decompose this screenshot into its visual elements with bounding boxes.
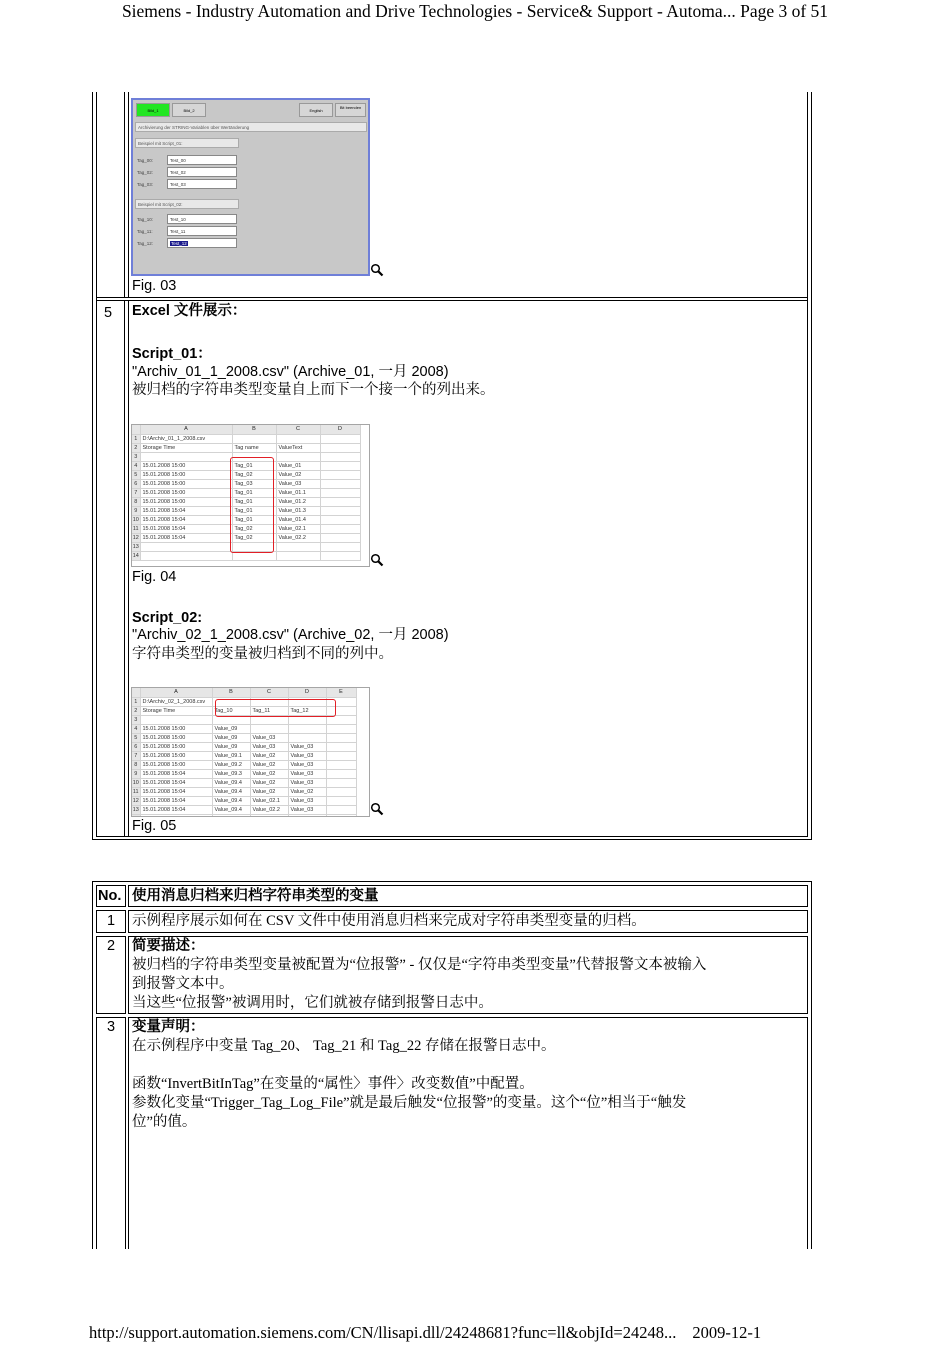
sheet-cell	[288, 733, 326, 742]
sheet-cell: Tag_02	[232, 533, 276, 542]
script01-file-line: "Archiv_01_1_2008.csv" (Archive_01, 一月 2008)	[132, 364, 449, 380]
sheet-cell: 15.01.2008 15:04	[140, 769, 212, 778]
sheet-row-number: 9	[132, 769, 140, 778]
row-number: 1	[106, 913, 116, 929]
row3-line: 函数“InvertBitInTag”在变量的“属性〉事件〉改变数值”中配置。	[132, 1076, 534, 1092]
sheet-cell	[288, 814, 326, 817]
sheet-cell: 15.01.2008 15:00	[140, 742, 212, 751]
sheet-cell	[212, 814, 250, 817]
sheet-cell: Value_09	[212, 724, 250, 733]
sheet-row-number: 9	[132, 506, 140, 515]
group1-tag-label: Tag_00:	[137, 158, 154, 163]
row2-line: 到报警文本中。	[132, 976, 234, 992]
sheet-cell	[326, 733, 356, 742]
table-right-inner-border	[807, 92, 808, 836]
sheet-cell: Value_03	[288, 805, 326, 814]
sheet-cell: 15.01.2008 15:04	[140, 787, 212, 796]
sheet-row	[132, 733, 356, 742]
sheet-row-number: 5	[132, 470, 140, 479]
exit-label: Bit beenden	[339, 105, 362, 110]
sheet-row	[132, 796, 356, 805]
sheet-cell	[276, 434, 320, 443]
sheet-column-header: D	[320, 425, 360, 434]
sheet-cell	[326, 769, 356, 778]
sheet-cell: Value_03	[276, 479, 320, 488]
row2-heading: 简要描述：	[132, 938, 205, 954]
page-header: Siemens - Industry Automation and Drive Technologies - Service& Support - Automa... Page 3 of 51	[121, 1, 829, 21]
sheet-cell: Value_02	[276, 470, 320, 479]
sheet-cell: Value_01.1	[276, 488, 320, 497]
footer-url[interactable]: http://support.automation.siemens.com/CN/llisapi.dll/24248681?func=ll&objId=24248...	[89, 1323, 677, 1342]
number-cell-border	[124, 300, 125, 836]
script01-title: Script_01：	[132, 346, 212, 362]
group2-tag-label: Tag_11:	[137, 229, 153, 234]
sheet-cell: Value_03	[288, 778, 326, 787]
sheet-cell: Tag_02	[232, 524, 276, 533]
bild2-label: Bild_2	[183, 108, 195, 113]
bild2-button[interactable]	[172, 103, 206, 117]
sheet-cell	[320, 434, 360, 443]
fig04-caption: Fig. 04	[132, 569, 177, 585]
bild1-button[interactable]	[136, 103, 170, 117]
sheet-corner-cell	[132, 688, 140, 697]
sheet-cell: Tag_01	[232, 488, 276, 497]
sheet-cell	[320, 524, 360, 533]
sheet-cell	[288, 724, 326, 733]
sheet-row-number: 11	[132, 525, 139, 532]
sheet-row-number: 1	[132, 434, 140, 443]
sheet-cell: Value_02.2	[250, 805, 288, 814]
sheet-row	[132, 434, 360, 443]
sheet-cell: Value_03	[288, 751, 326, 760]
sheet-cell: Tag_02	[232, 470, 276, 479]
sheet-cell: Storage Time	[140, 443, 232, 452]
row-content-cell	[128, 910, 808, 933]
sheet-row	[132, 787, 356, 796]
row-number-cell	[96, 1017, 126, 1249]
sheet-cell: Value_09.4	[212, 796, 250, 805]
sheet-cell	[320, 479, 360, 488]
sheet-row-number: 8	[132, 497, 140, 506]
sheet-cell	[140, 715, 212, 724]
sheet-cell	[326, 796, 356, 805]
sheet-cell: Tag_12	[288, 706, 326, 715]
sheet-cell: Tag_01	[232, 461, 276, 470]
sheet-cell: Value_02	[250, 778, 288, 787]
table-left-outer-border	[92, 881, 93, 1249]
sheet-cell	[320, 488, 360, 497]
magnifier-icon[interactable]	[370, 263, 384, 277]
sheet-cell	[320, 443, 360, 452]
sheet-cell: 15.01.2008 15:04	[140, 778, 212, 787]
sheet-row-number: 5	[132, 733, 140, 742]
sheet-cell	[232, 434, 276, 443]
group2-value-field[interactable]: Test_10	[167, 214, 237, 224]
sheet-row-number: 4	[132, 461, 140, 470]
sheet-cell: Value_02	[288, 787, 326, 796]
sheet-row	[132, 443, 360, 452]
sheet-cell	[250, 814, 288, 817]
sheet-cell: 15.01.2008 15:00	[140, 470, 232, 479]
sheet-row-number: 10	[132, 516, 139, 523]
row-number-cell	[96, 910, 126, 933]
sheet-cell: Value_03	[288, 796, 326, 805]
sheet-cell: D:\Archiv_01_1_2008.csv	[140, 434, 232, 443]
number-cell-border	[124, 92, 125, 297]
sheet-cell: 15.01.2008 15:00	[140, 497, 232, 506]
sheet-row	[132, 805, 356, 814]
sheet-row-number: 12	[132, 534, 139, 541]
sheet-row-number: 13	[132, 543, 139, 550]
fig03-title-line: Archivierung der STRING-Variablen über Wertänderung	[135, 122, 367, 132]
sheet-cell: Value_02	[250, 769, 288, 778]
group1-value-field[interactable]: Test_00	[167, 155, 237, 165]
magnifier-icon[interactable]	[370, 553, 384, 567]
header-title-cell	[128, 885, 808, 907]
sheet-cell: Value_02	[250, 751, 288, 760]
sheet-row-number: 7	[132, 751, 140, 760]
table-left-outer-border	[92, 92, 93, 840]
sheet-cell: Tag_03	[232, 479, 276, 488]
sheet-row	[132, 778, 356, 787]
sheet-cell: Value_03	[288, 769, 326, 778]
sheet-cell: Value_09.2	[212, 760, 250, 769]
sheet-cell: 15.01.2008 15:04	[140, 805, 212, 814]
sheet-row	[132, 724, 356, 733]
sheet-cell: 15.01.2008 15:04	[140, 533, 232, 542]
script02-title: Script_02:	[132, 610, 203, 626]
sheet-row	[132, 760, 356, 769]
table-right-outer-border	[811, 92, 812, 840]
sheet-cell: Tag name	[232, 443, 276, 452]
sheet-row-number: 12	[132, 797, 139, 804]
table-top-border	[92, 881, 812, 882]
sheet-column-header: B	[212, 688, 250, 697]
sheet-column-header: E	[326, 688, 356, 697]
sheet-cell	[320, 515, 360, 524]
sheet-cell: ValueText	[276, 443, 320, 452]
sheet-cell: Value_09	[212, 742, 250, 751]
sheet-row-number: 14	[132, 552, 139, 559]
content-cell-border	[128, 92, 129, 297]
sheet-row	[132, 769, 356, 778]
sheet-cell: Tag_01	[232, 497, 276, 506]
row-number: 3	[106, 1019, 116, 1035]
sheet-cell: Value_03	[288, 760, 326, 769]
sheet-cell: Value_09.1	[212, 751, 250, 760]
sheet-cell	[320, 452, 360, 461]
sheet-cell: Value_03	[288, 742, 326, 751]
sheet-cell	[276, 542, 320, 551]
sheet-cell: Value_03	[250, 742, 288, 751]
sheet-cell	[140, 452, 232, 461]
sheet-cell: 15.01.2008 15:00	[140, 724, 212, 733]
sheet-cell: Value_02.2	[276, 533, 320, 542]
sheet-cell	[320, 461, 360, 470]
sheet-cell: 15.01.2008 15:00	[140, 760, 212, 769]
sheet-row-number: 2	[132, 706, 140, 715]
table-bottom-border	[92, 839, 812, 840]
sheet-cell: 15.01.2008 15:00	[140, 461, 232, 470]
highlight-box	[215, 699, 336, 717]
fig03-screenshot	[131, 98, 370, 276]
sheet-cell	[140, 542, 232, 551]
group2-label: Beispiel mit Script_02:	[135, 199, 239, 209]
row-number-cell	[96, 936, 126, 1014]
sheet-cell: Value_01.3	[276, 506, 320, 515]
sheet-cell	[320, 533, 360, 542]
sheet-cell	[276, 452, 320, 461]
content-cell-border	[128, 300, 129, 836]
sheet-cell: 15.01.2008 15:00	[140, 479, 232, 488]
sheet-row-number: 2	[132, 443, 140, 452]
sheet-cell	[326, 778, 356, 787]
fig03-caption: Fig. 03	[132, 278, 177, 294]
sheet-row	[132, 751, 356, 760]
sheet-row-number: 7	[132, 488, 140, 497]
sheet-row-number: 3	[132, 452, 140, 461]
sheet-cell	[326, 742, 356, 751]
excel-heading	[132, 302, 246, 321]
row-divider	[96, 297, 808, 298]
sheet-cell: Value_09.4	[212, 787, 250, 796]
sheet-row	[132, 742, 356, 751]
sheet-cell	[326, 814, 356, 817]
sheet-row-number: 3	[132, 715, 140, 724]
sheet-cell: Value_02	[250, 787, 288, 796]
row3-line: 参数化变量“Trigger_Tag_Log_File”就是最后触发“位报警”的变量。这个“位”相当于“触发	[132, 1095, 687, 1111]
group2-value-field[interactable]	[167, 238, 237, 248]
group1-tag-label: Tag_02:	[137, 170, 154, 175]
row2-line: 当这些“位报警”被调用时，它们就被存储到报警日志中。	[132, 995, 493, 1011]
sheet-cell: 15.01.2008 15:00	[140, 488, 232, 497]
sheet-cell: Tag_11	[250, 706, 288, 715]
row3-heading: 变量声明：	[132, 1019, 205, 1035]
sheet-cell	[326, 805, 356, 814]
sheet-cell: Value_03	[250, 733, 288, 742]
sheet-column-header-row	[132, 425, 360, 434]
sheet-cell: Value_01.4	[276, 515, 320, 524]
group1-label: Beispiel mit Script_01:	[135, 138, 239, 148]
row2-line: 被归档的字符串类型变量被配置为“位报警” - 仅仅是“字符串类型变量”代替报警文本被输入	[132, 957, 707, 973]
sheet-column-header: A	[140, 425, 232, 434]
script02-description: 字符串类型的变量被归档到不同的列中。	[132, 646, 393, 662]
sheet-cell	[250, 724, 288, 733]
header-title: 使用消息归档来归档字符串类型的变量	[132, 888, 379, 904]
sheet-cell	[326, 760, 356, 769]
group1-tag-label: Tag_03:	[137, 182, 154, 187]
sheet-cell: Value_02.1	[276, 524, 320, 533]
sheet-cell: 15.01.2008 15:00	[140, 733, 212, 742]
table-left-inner-border	[96, 92, 97, 836]
sheet-column-header: D	[288, 688, 326, 697]
group2-tag-label: Tag_10:	[137, 217, 154, 222]
sheet-cell	[320, 506, 360, 515]
sheet-cell: 15.01.2008 15:04	[140, 515, 232, 524]
sheet-row-number: 6	[132, 742, 140, 751]
sheet-cell	[320, 497, 360, 506]
sheet-corner-cell	[132, 425, 140, 434]
excel-heading-rest: 文件展示：	[173, 303, 247, 319]
sheet-cell	[326, 751, 356, 760]
english-button[interactable]	[299, 103, 333, 117]
sheet-cell: 15.01.2008 15:04	[140, 796, 212, 805]
sheet-cell: Tag_01	[232, 515, 276, 524]
sheet-row-number: 8	[132, 760, 140, 769]
row-number: 2	[106, 938, 116, 954]
sheet-cell	[320, 470, 360, 479]
row-number: 5	[104, 305, 113, 321]
row-divider	[96, 836, 808, 837]
sheet-row-number: 11	[132, 788, 139, 795]
sheet-cell	[326, 724, 356, 733]
sheet-row-number: 1	[132, 697, 140, 706]
bild1-label: Bild_1	[147, 108, 159, 113]
script02-file-line: "Archiv_02_1_2008.csv" (Archive_02, 一月 2008)	[132, 627, 449, 643]
header-no: No.	[98, 888, 122, 904]
excel-heading-bold: Excel	[132, 303, 174, 319]
row-content-cell	[128, 1017, 808, 1249]
sheet-row-number: 4	[132, 724, 140, 733]
row3-line	[132, 1056, 807, 1075]
row3-line: 位”的值。	[132, 1114, 197, 1130]
sheet-cell: Tag_01	[232, 506, 276, 515]
sheet-column-header: C	[250, 688, 288, 697]
exit-button[interactable]	[335, 103, 366, 117]
sheet-cell: Tag_10	[212, 706, 250, 715]
sheet-cell: 15.01.2008 15:00	[140, 751, 212, 760]
header-no-cell	[96, 885, 126, 907]
sheet-cell: Value_02	[250, 760, 288, 769]
sheet-cell	[320, 542, 360, 551]
script01-description: 被归档的字符串类型变量自上而下一个接一个的列出来。	[132, 382, 495, 398]
sheet-cell: Value_09	[212, 733, 250, 742]
sheet-cell: D:\Archiv_02_1_2008.csv	[140, 697, 212, 706]
sheet-column-header-row	[132, 688, 356, 697]
sheet-column-header: A	[140, 688, 212, 697]
sheet-row-number: 10	[132, 779, 139, 786]
sheet-row-number: 13	[132, 806, 139, 813]
sheet-cell: Value_09.4	[212, 805, 250, 814]
sheet-cell: Value_01.2	[276, 497, 320, 506]
sheet-cell: Value_09.4	[212, 778, 250, 787]
sheet-cell: Value_09.3	[212, 769, 250, 778]
sheet-cell	[140, 551, 232, 560]
row3-line: 在示例程序中变量 Tag_20、 Tag_21 和 Tag_22 存储在报警日志中。	[132, 1038, 556, 1054]
sheet-row-number: 6	[132, 479, 140, 488]
sheet-cell	[320, 551, 360, 560]
sheet-cell	[276, 551, 320, 560]
selected-text: Test_12	[171, 241, 187, 246]
sheet-column-header: C	[276, 425, 320, 434]
sheet-cell: 15.01.2008 15:04	[140, 506, 232, 515]
highlight-box	[230, 457, 274, 553]
fig05-caption: Fig. 05	[132, 818, 177, 834]
group2-value-field[interactable]: Test_11	[167, 226, 237, 236]
sheet-cell: Value_02.1	[250, 796, 288, 805]
table-right-outer-border	[811, 881, 812, 1249]
sheet-cell: 15.01.2008 15:04	[140, 524, 232, 533]
group1-value-field[interactable]: Test_03	[167, 179, 237, 189]
english-label: English	[309, 108, 323, 113]
group1-value-field[interactable]: Test_02	[167, 167, 237, 177]
magnifier-icon[interactable]	[370, 802, 384, 816]
group2-tag-label: Tag_12:	[137, 241, 154, 246]
footer-date: 2009-12-1	[692, 1323, 762, 1342]
page-footer	[89, 1323, 761, 1343]
row-divider	[96, 300, 808, 301]
row-content-cell	[128, 936, 808, 1014]
sheet-cell: Value_01	[276, 461, 320, 470]
row1-text: 示例程序展示如何在 CSV 文件中使用消息归档来完成对字符串类型变量的归档。	[132, 913, 646, 929]
sheet-cell: Storage Time	[140, 706, 212, 715]
sheet-column-header: B	[232, 425, 276, 434]
sheet-cell	[326, 787, 356, 796]
